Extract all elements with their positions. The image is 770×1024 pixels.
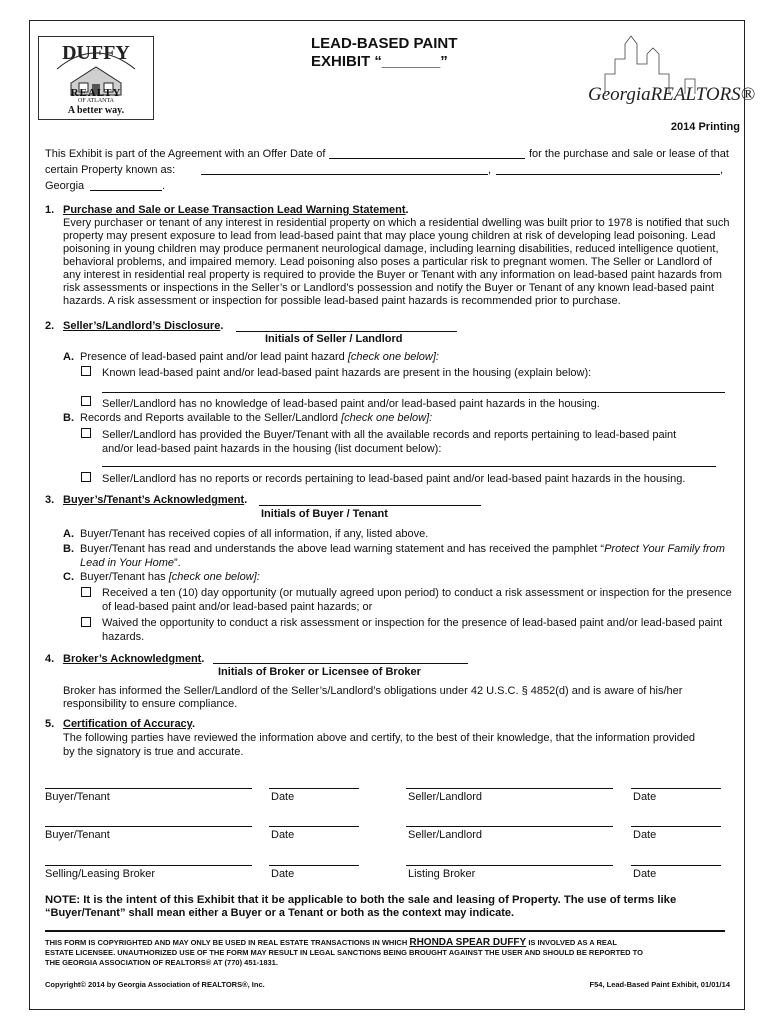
buyer-initials-label: Initials of Buyer / Tenant [261, 508, 388, 520]
section-3-heading: Buyer’s/Tenant’s Acknowledgment. [63, 494, 248, 506]
s3-a-text: Buyer/Tenant has received copies of all information, if any, listed above. [80, 528, 429, 540]
georgia-realtors-text: GeorgiaREALTORS® [588, 84, 756, 105]
s5-body-2: by the signatory is true and accurate. [63, 746, 244, 758]
section-2-number: 2. [45, 320, 55, 332]
title-line-2: EXHIBIT “_______” [311, 53, 448, 70]
date-line[interactable] [631, 788, 721, 789]
signature-line[interactable] [45, 826, 252, 827]
logo-realty-text: REALTY [70, 87, 122, 99]
seller-initials-field[interactable] [236, 331, 457, 332]
s5-body-1: The following parties have reviewed the information above and certify, to the best of their knowledge, that the information provided [63, 732, 696, 744]
copyright-line: Copyright© 2014 by Georgia Association of REALTORS®, Inc. [45, 980, 265, 989]
georgia-realtors-logo [585, 34, 756, 114]
logo-tagline: A better way. [67, 105, 125, 116]
s3-c-text: Buyer/Tenant has [check one below]: [80, 571, 260, 583]
date-line[interactable] [631, 826, 721, 827]
s2-b-text: Records and Reports available to the Seller/Landlord [check one below]: [80, 412, 433, 424]
sig-label: Seller/Landlord [408, 791, 482, 803]
section-1-body: Every purchaser or tenant of any interest in residential property on which a residential dwelling was built prior to 1978 is notified that such property may present exposure to lead from lead-based paint that may place young children at risk of developing lead poisoning. Lead poisoning in young children may produce permanent neurological damage, including learning disabilities, reduced intelligence quotient, behavioral problems, and impaired memory. Lead poisoning also poses a particular risk to pregnant women. The Seller or Landlord of any interest in residential real property is required to provide the Buyer or Tenant with any information on lead-based paint hazards from risk assessments or inspections in the Seller’s or Landlord’s possession and notify the Buyer or Tenant of any known lead-based paint hazards. A risk assessment or inspection for possible lead-based paint hazards is recommended prior to purchase. [63, 217, 730, 307]
title-line-1: LEAD-BASED PAINT [311, 35, 458, 52]
date-line[interactable] [269, 865, 359, 866]
section-1-number: 1. [45, 204, 55, 216]
note: NOTE: It is the intent of this Exhibit that it be applicable to both the sale and leasing of Property. The use of terms like “Buyer/Tenant” shall mean either a Buyer or a Tenant or both as the context may indicate. [45, 894, 677, 919]
intro-line-2: certain Property known as: [45, 164, 176, 176]
s2-b-option-2: Seller/Landlord has no reports or records pertaining to lead-based paint and/or lead-based paint hazards in the housing. [102, 473, 686, 485]
no-records-checkbox[interactable] [81, 472, 91, 482]
signature-line[interactable] [45, 788, 252, 789]
sig-date-label: Date [633, 791, 657, 803]
sig-label: Listing Broker [408, 868, 476, 880]
known-lead-checkbox[interactable] [81, 366, 91, 376]
sig-label: Selling/Leasing Broker [45, 868, 156, 880]
signature-line[interactable] [406, 788, 613, 789]
s3-c-option-2b: hazards. [102, 631, 145, 643]
s4-body-1: Broker has informed the Seller/Landlord of the Seller’s/Landlord’s obligations under 42 U.S.C. § 4852(d) and is aware of his/her [63, 685, 683, 697]
section-5-heading: Certification of Accuracy. [63, 718, 196, 730]
date-line[interactable] [269, 788, 359, 789]
copyright-notice: THIS FORM IS COPYRIGHTED AND MAY ONLY BE USED IN REAL ESTATE TRANSACTIONS IN WHICH RHONDA SPEAR DUFFY IS INVOLVED AS A REAL ESTATE LICENSEE. UNAUTHORIZED USE OF THE FORM MAY RESULT IN LEGAL SANCTIONS BEING BROUGHT AGAINST THE USER AND SHOULD BE REPORTED TO THE GEORGIA ASSOCIATION OF REALTORS® AT (770) 451-1831. [45, 937, 643, 967]
s3-b-text-2: Lead in Your Home”. [80, 557, 181, 569]
s2-a-text: Presence of lead-based paint and/or lead paint hazard [check one below]: [80, 351, 439, 363]
sig-date-label: Date [271, 868, 295, 880]
s2-b-label: B. [63, 412, 74, 424]
records-provided-checkbox[interactable] [81, 428, 91, 438]
section-4-number: 4. [45, 653, 55, 665]
section-5-number: 5. [45, 718, 55, 730]
s3-a-label: A. [63, 528, 74, 540]
form-id: F54, Lead-Based Paint Exhibit, 01/01/14 [589, 980, 730, 989]
s2-b-option-1a: Seller/Landlord has provided the Buyer/Tenant with all the available records and reports pertaining to lead-based paint [102, 429, 677, 441]
sig-date-label: Date [633, 829, 657, 841]
s2-a-option-2: Seller/Landlord has no knowledge of lead-based paint and/or lead-based paint hazards in the housing. [102, 398, 600, 410]
section-3-number: 3. [45, 494, 55, 506]
intro-line-1: This Exhibit is part of the Agreement with an Offer Date of [45, 148, 326, 160]
s3-c-option-1b: of lead-based paint and/or lead-based paint hazards; or [102, 601, 373, 613]
intro-line-1b: for the purchase and sale or lease of that [529, 148, 729, 160]
sig-date-label: Date [633, 868, 657, 880]
sig-label: Seller/Landlord [408, 829, 482, 841]
duffy-realty-logo [38, 36, 154, 120]
section-2-heading: Seller’s/Landlord’s Disclosure. [63, 320, 224, 332]
date-line[interactable] [631, 865, 721, 866]
signature-line[interactable] [406, 826, 613, 827]
waived-opportunity-checkbox[interactable] [81, 617, 91, 627]
seller-initials-label: Initials of Seller / Landlord [265, 333, 403, 345]
broker-initials-field[interactable] [213, 663, 468, 664]
section-4-heading: Broker’s Acknowledgment. [63, 653, 205, 665]
sig-label: Buyer/Tenant [45, 829, 110, 841]
sig-date-label: Date [271, 829, 295, 841]
section-1-heading: Purchase and Sale or Lease Transaction Lead Warning Statement. [63, 204, 409, 216]
s3-c-option-1a: Received a ten (10) day opportunity (or mutually agreed upon period) to conduct a risk assessment or inspection for the presence [102, 587, 732, 599]
received-opportunity-checkbox[interactable] [81, 587, 91, 597]
explain-field[interactable] [102, 392, 725, 393]
printing-label: 2014 Printing [670, 121, 740, 133]
s2-a-option-1: Known lead-based paint and/or lead-based paint hazards are present in the housing (explain below): [102, 367, 592, 379]
property-city-field[interactable] [496, 174, 720, 175]
s3-c-label: C. [63, 571, 74, 583]
no-knowledge-checkbox[interactable] [81, 396, 91, 406]
page: DUFFY REALTY OF ATLANTA A better way. LEAD-BASED PAINT EXHIBIT “_______” GeorgiaREALTORS® 2014 Printing This Exhibit is part of the Agreement with an Offer Date of for the purchase and sale or lease of that certain Property known as: , , Georgia . 1. Purchase and Sale or Lease Transaction Lead Warning Statement. Every purchaser or tenant of any interest in residential property on which a residential dwelling was built prior to 1978 is notified that such property may present exposure to lead from lead-based paint that may place young children at risk of developing lead poisoning. Lead poisoning in young children may produce permanent neurological damage, including learning disabilities, reduced intelligence quotient, behavioral problems, and impaired memory. Lead poisoning also poses a particular risk to pregnant women. The Seller or Landlord of any interest in residential real property is required to provide the Buyer or Tenant with any information on lead-based paint hazards from risk assessments or inspections in the Seller’s or Landlord’s possession and notify the Buyer or Tenant of any known lead-based paint hazards. A risk assessment or inspection for possible lead-based paint hazards is recommended prior to purchase. 2. Seller’s/Landlord’s Disclosure. Initials of Seller / Landlord A. Presence of lead-based paint and/or lead paint hazard [check one below]: Known lead-based paint and/or lead-based paint hazards are present in the housing (explain below): Seller/Landlord has no knowledge of lead-based paint and/or lead-based paint hazards in the housing. B. Records and Reports available to the Seller/Landlord [check one below]: Seller/Landlord has provided the Buyer/Tenant with all the available records and reports pertaining to lead-based paint and/or lead-based paint hazards in the housing (list document below): Seller/Landlord has no reports or records pertaining to lead-based paint and/or lead-based paint hazards in the housing. 3. Buyer’s/Tenant’s Acknowledgment. Initials of Buyer / Tenant A. Buyer/Tenant has received copies of all information, if any, listed above. B. Buyer/Tenant has read and understands the above lead warning statement and has received the pamphlet “Protect Your Family from Lead in Your Home”. C. Buyer/Tenant has [check one below]: Received a ten (10) day opportunity (or mutually agreed upon period) to conduct a risk assessment or inspection for the presence of lead-based paint and/or lead-based paint hazards; or Waived the opportunity to conduct a risk assessment or inspection for the presence of lead-based paint and/or lead-based paint hazards. 4. Broker’s Acknowledgment. Initials of Broker or Licensee of Broker Broker has informed the Seller/Landlord of the Seller’s/Landlord’s obligations under 42 U.S.C. § 4852(d) and is aware of his/her responsibility to ensure compliance. 5. Certification of Accuracy. The following parties have reviewed the information above and certify, to the best of their knowledge, that the information provided by the signatory is true and accurate. Buyer/Tenant Date Seller/Landlord Date Buyer/Tenant Date Seller/Landlord Date Selling/Leasing Broker Date Listing Broker Date NOTE: It is the intent of this Exhibit that it be applicable to both the sale and leasing of Property. The use of terms like “Buyer/Tenant” shall mean either a Buyer or a Tenant or both as the context may indicate. THIS FORM IS COPYRIGHTED AND MAY ONLY BE USED IN REAL ESTATE TRANSACTIONS IN WHICH RHONDA SPEAR DUFFY IS INVOLVED AS A REAL ESTATE LICENSEE. UNAUTHORIZED USE OF THE FORM MAY RESULT IN LEGAL SANCTIONS BEING BROUGHT AGAINST THE USER AND SHOULD BE REPORTED TO THE GEORGIA ASSOCIATION OF REALTORS® AT (770) 451-1831. Copyright© 2014 by Georgia Association of REALTORS®, Inc. F54, Lead-Based Paint Exhibit, 01/01/14 [0, 0, 770, 1024]
s3-b-label: B. [63, 543, 74, 555]
licensee-name: RHONDA SPEAR DUFFY [409, 937, 527, 948]
property-zip-field[interactable] [90, 190, 162, 191]
s2-b-option-1b: and/or lead-based paint hazards in the housing (list document below): [102, 443, 442, 455]
logo-duffy-text: DUFFY [62, 42, 130, 64]
logo-atlanta-text: OF ATLANTA [77, 98, 115, 104]
sig-date-label: Date [271, 791, 295, 803]
offer-date-field[interactable] [329, 158, 525, 159]
s2-a-label: A. [63, 351, 74, 363]
documents-list-field[interactable] [102, 466, 716, 467]
signature-line[interactable] [45, 865, 252, 866]
s3-c-option-2a: Waived the opportunity to conduct a risk assessment or inspection for the presence of lead-based paint and/or lead-based paint [102, 617, 723, 629]
sig-label: Buyer/Tenant [45, 791, 110, 803]
page-title [311, 35, 457, 71]
intro-line-3: Georgia [45, 180, 85, 192]
property-address-field[interactable] [201, 174, 488, 175]
buyer-initials-field[interactable] [259, 505, 481, 506]
signature-line[interactable] [406, 865, 613, 866]
s3-b-text: Buyer/Tenant has read and understands the above lead warning statement and has received the pamphlet “Protect Your Family from [80, 543, 725, 555]
s4-body-2: responsibility to ensure compliance. [63, 698, 238, 710]
broker-initials-label: Initials of Broker or Licensee of Broker [218, 666, 421, 678]
date-line[interactable] [269, 826, 359, 827]
footer-divider [45, 930, 725, 932]
